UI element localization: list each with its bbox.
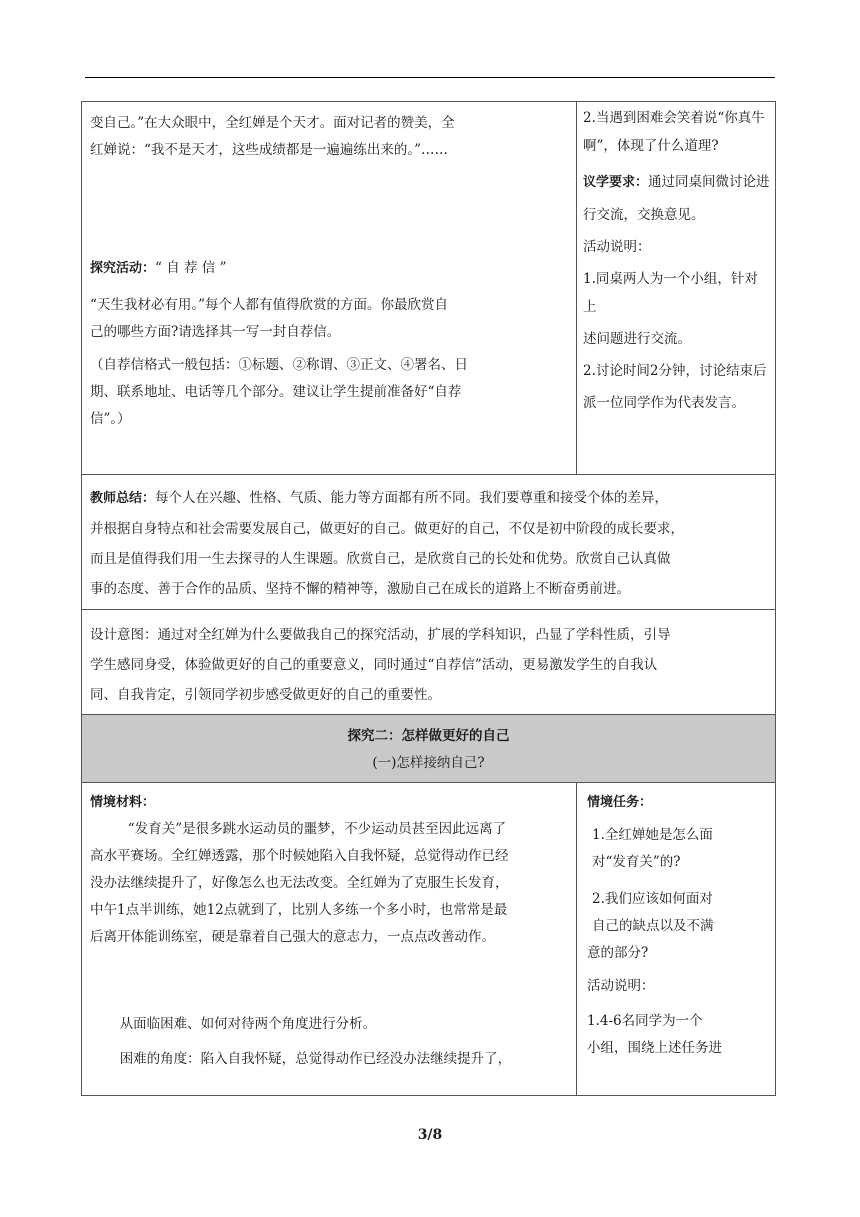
- note-line: 期、联系地址、电话等几个部分。建议让学生提前准备好“自荐: [90, 384, 462, 400]
- page-number: 3/8: [417, 1127, 443, 1143]
- task-line: 意的部分?: [587, 945, 649, 961]
- design-line: 设计意图：通过对全红婵为什么要做我自己的探究活动，扩展的学科知识，凸显了学科性质，引导: [90, 627, 671, 643]
- activity-title: “ 自 荐 信 ”: [155, 260, 227, 276]
- activity-line: 己的哪些方面?请选择其一写一封自荐信。: [90, 324, 341, 340]
- lesson-table: [81, 101, 776, 1096]
- desc-line: 1.4-6名同学为一个: [587, 1013, 703, 1029]
- summary-line: 并根据自身特点和社会需要发展自己，做更好的自己。做更好的自己，不仅是初中阶段的成长要求，: [90, 521, 684, 537]
- task-line: 自己的缺点以及不满: [592, 918, 714, 934]
- desc-line: 述问题进行交流。: [583, 331, 691, 347]
- desc-line: 小组，围绕上述任务进: [587, 1040, 722, 1056]
- note-line: （自荐信格式一般包括：①标题、②称谓、③正文、④署名、日: [90, 357, 468, 373]
- task-line: 2.我们应该如何面对: [592, 891, 713, 907]
- material-line: “发育关”是很多跳水运动员的噩梦，不少运动员甚至因此远离了: [127, 821, 507, 837]
- material-line: 后离开体能训练室，硬是靠着自己强大的意志力，一点点改善动作。: [90, 929, 495, 945]
- story-line: 红婵说：“我不是天才，这些成绩都是一遍遍练出来的。”……: [90, 142, 449, 158]
- material-line: 没办法继续提升了，好像怎么也无法改变。全红婵为了克服生长发育，: [90, 875, 509, 891]
- requirement-line: 议学要求：通过同桌间微讨论进: [583, 174, 770, 190]
- design-cell: [82, 610, 776, 715]
- summary-cell: [82, 475, 776, 610]
- material-label: 情境材料：: [90, 795, 156, 810]
- task-line: 对“发育关”的?: [592, 854, 681, 870]
- requirement-cell: [577, 102, 776, 475]
- material-line: 中午1点半训练，她12点就到了，比别人多练一个多小时，也常常是最: [90, 902, 508, 918]
- desc-line: 1.同桌两人为一个小组，针对上: [583, 271, 758, 315]
- design-line: 同、自我肯定，引领同学初步感受做更好的自己的重要性。: [90, 687, 441, 703]
- summary-line: 教师总结：每个人在兴趣、性格、气质、能力等方面都有所不同。我们要尊重和接受个体的差异，: [90, 490, 669, 506]
- material-line: 高水平赛场。全红婵透露，那个时候她陷入自我怀疑，总觉得动作已经: [90, 848, 509, 864]
- question-line: 2.当遇到困难会笑着说“你真牛: [583, 110, 765, 126]
- row-summary: [82, 475, 776, 610]
- desc-line: 派一位同学作为代表发言。: [583, 395, 745, 411]
- activity-line: “天生我材必有用。”每个人都有值得欣赏的方面。你最欣赏自: [90, 297, 449, 313]
- summary-label: 教师总结：: [90, 491, 156, 506]
- task-label: 情境任务：: [587, 795, 653, 810]
- question-line: 啊”，体现了什么道理?: [583, 138, 719, 154]
- desc-label: 活动说明：: [583, 239, 651, 255]
- section-subtitle: (一)怎样接纳自己?: [372, 755, 485, 771]
- activity-label: 探究活动：: [90, 261, 156, 276]
- analysis-line: 从面临困难、如何对待两个角度进行分析。: [119, 1016, 377, 1032]
- story-line: 变自己。”在大众眼中，全红婵是个天才。面对记者的赞美，全: [90, 115, 455, 131]
- row-design: [82, 610, 776, 715]
- row-activity: [82, 102, 776, 475]
- section-title: 探究二：怎样做更好的自己: [347, 728, 510, 744]
- note-line: 信”。）: [90, 411, 131, 427]
- activity-heading: [90, 255, 570, 282]
- row-section: [82, 715, 776, 783]
- angle-line: 困难的角度：陷入自我怀疑，总觉得动作已经没办法继续提升了，: [119, 1051, 512, 1067]
- activity-cell: [82, 102, 577, 475]
- task-cell: [577, 783, 776, 1096]
- design-line: 学生感同身受，体验做更好的自己的重要意义，同时通过“自荐信”活动，更易激发学生的自我认: [90, 657, 658, 673]
- row-scenario: [82, 783, 776, 1096]
- desc-label: 活动说明：: [587, 978, 655, 994]
- summary-line: 而且是值得我们用一生去探寻的人生课题。欣赏自己，是欣赏自己的长处和优势。欣赏自己认真做: [90, 551, 671, 567]
- desc-line: 2.讨论时间2分钟，讨论结束后: [583, 363, 767, 379]
- section-heading-cell: [82, 715, 776, 783]
- material-cell: [82, 783, 577, 1096]
- requirement-line: 行交流，交换意见。: [583, 207, 705, 223]
- task-line: 1.全红婵她是怎么面: [592, 827, 713, 843]
- header-rule: [85, 77, 775, 78]
- summary-line: 事的态度、善于合作的品质、坚持不懈的精神等，激励自己在成长的道路上不断奋勇前进。: [90, 581, 630, 597]
- requirement-label: 议学要求：: [583, 175, 649, 190]
